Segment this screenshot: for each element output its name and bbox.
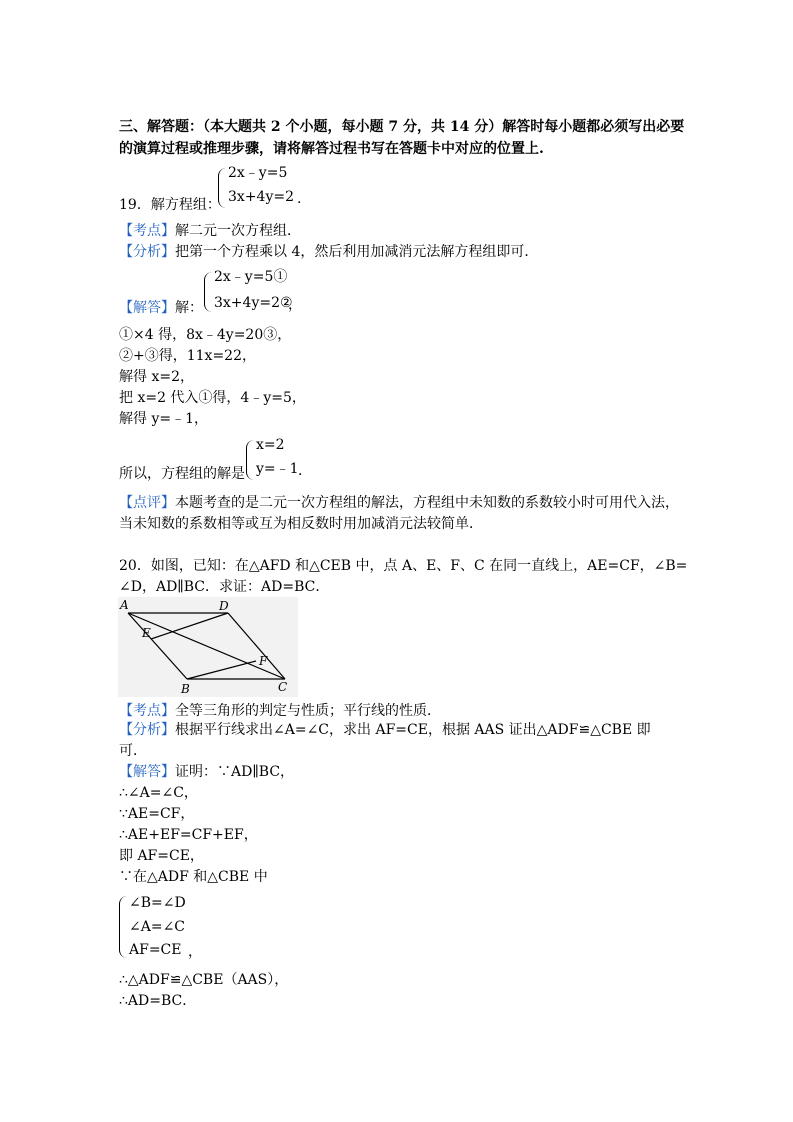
section-header-line2: 的演算过程或推理步骤，请将解答过程书写在答题卡中对应的位置上. (119, 141, 544, 157)
q20-step-5: ∵在△ADF 和△CBE 中 (119, 869, 268, 885)
q19-step-5: 解得 y=﹣1， (119, 411, 208, 427)
label-E: E (142, 626, 151, 640)
jieda-tag: 【解答】 (119, 764, 175, 780)
comma: ， (188, 944, 202, 960)
equation-1: 2x﹣y=5① (214, 269, 288, 285)
q20-step-1: ∴∠A=∠C， (119, 785, 198, 801)
condition-1: ∠B=∠D (129, 895, 186, 911)
q19-equation-system (218, 164, 308, 214)
label-F: F (259, 654, 268, 668)
q20-fenxi-line2: 可． (119, 743, 147, 759)
label-C: C (278, 680, 288, 694)
equation-1: 2x﹣y=5 (228, 165, 288, 181)
q19-answer-lead: 所以，方程组的解是 (119, 466, 245, 482)
comma: ， (288, 297, 302, 313)
q19-fenxi (119, 242, 538, 262)
jieda-text: 证明：∵AD∥BC， (175, 764, 295, 780)
kaodian-tag: 【考点】 (119, 703, 175, 719)
fenxi-text-1: 根据平行线求出∠A=∠C，求出 AF=CE，根据 AAS 证出△ADF≌△CBE 即 (175, 722, 651, 738)
equation-2: 3x+4y=2 (228, 189, 294, 205)
jieda-tag: 【解答】 (119, 300, 175, 316)
fenxi-tag: 【分析】 (119, 722, 175, 738)
period: . (297, 191, 302, 207)
fenxi-text: 把第一个方程乘以 4，然后利用加减消元法解方程组即可． (175, 244, 539, 260)
q20-line2: ∠D，AD∥BC．求证：AD=BC． (119, 579, 330, 595)
q19-answer-system (246, 436, 312, 486)
equation-2: 3x+4y=2② (214, 295, 293, 311)
label-D: D (219, 599, 229, 613)
q20-step-4: 即 AF=CE， (119, 848, 204, 864)
q19-label: 19．解方程组： (119, 197, 221, 213)
fenxi-tag: 【分析】 (119, 244, 175, 260)
kaodian-tag: 【考点】 (119, 223, 175, 239)
q19-dianping-line2: 当未知数的系数相等或互为相反数时用加减消元法较简单． (119, 516, 483, 532)
q20-step-2: ∵AE=CF， (119, 806, 195, 822)
q20-jieda (119, 762, 294, 782)
section-header-line1: 三、解答题：（本大题共 2 个小题，每小题 7 分，共 14 分）解答时每小题都必须写出必要 (119, 119, 685, 135)
q19-solution-system (204, 268, 314, 318)
answer-x: x=2 (256, 437, 285, 453)
q19-step-3: 解得 x=2， (119, 369, 194, 385)
kaodian-text: 全等三角形的判定与性质；平行线的性质． (175, 703, 441, 719)
kaodian-text: 解二元一次方程组． (175, 223, 301, 239)
q20-line1: 20．如图，已知：在△AFD 和△CEB 中，点 A、E、F、C 在同一直线上，AE=CF，∠B= (119, 558, 688, 574)
q19-step-2: ②+③得，11x=22， (119, 348, 256, 364)
left-brace (246, 440, 255, 480)
label-B: B (181, 682, 190, 696)
q20-conclusion-2: ∴AD=BC． (119, 993, 197, 1009)
left-brace (119, 896, 128, 958)
dianping-text-1: 本题考查的是二元一次方程组的解法，方程组中未知数的系数较小时可用代入法， (175, 495, 679, 511)
q19-jieda (119, 298, 203, 318)
label-A: A (120, 598, 129, 612)
condition-3: AF=CE (129, 942, 182, 958)
q19-kaodian (119, 221, 301, 241)
left-brace (204, 272, 213, 312)
q19-step-4: 把 x=2 代入①得，4﹣y=5， (119, 390, 306, 406)
q20-geometry-figure (118, 597, 298, 697)
q20-step-3: ∴AE+EF=CF+EF， (119, 827, 258, 843)
q20-kaodian (119, 701, 441, 721)
q19-dianping (119, 493, 679, 513)
q19-step-1: ①×4 得，8x﹣4y=20③， (119, 327, 292, 343)
condition-2: ∠A=∠C (129, 919, 186, 935)
q20-condition-system (119, 892, 209, 964)
answer-y: y=﹣1 (256, 461, 299, 477)
period: ． (298, 463, 312, 479)
q20-fenxi (119, 720, 651, 740)
dianping-tag: 【点评】 (119, 495, 175, 511)
q20-conclusion-1: ∴△ADF≌△CBE（AAS）， (119, 972, 289, 988)
jieda-word: 解： (175, 300, 203, 316)
